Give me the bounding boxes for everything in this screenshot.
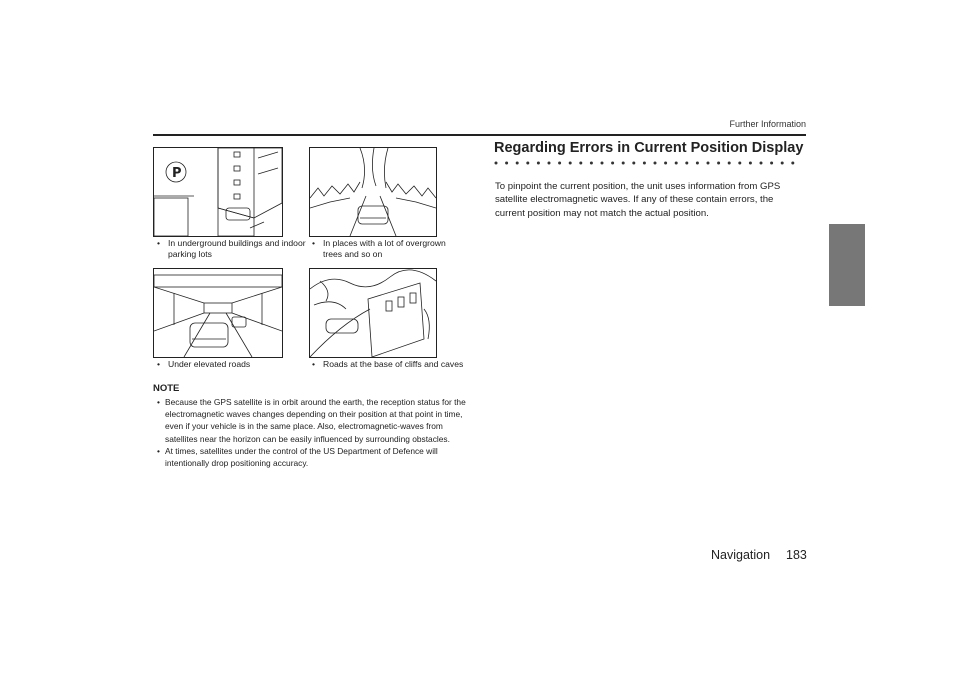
illustration-caption: [157, 359, 302, 370]
svg-text:P: P: [172, 166, 182, 181]
divider-dot: [685, 162, 688, 165]
caption-text: Under elevated roads: [168, 359, 251, 369]
illustration-caption: [312, 359, 472, 370]
illustration-caption: [312, 238, 452, 260]
header-rule: [153, 134, 806, 136]
divider-dot: [622, 162, 625, 165]
divider-dot: [590, 162, 593, 165]
note-item: [157, 445, 467, 469]
divider-dot: [770, 162, 773, 165]
divider-dot: [664, 162, 667, 165]
bullet-icon: •: [157, 238, 161, 248]
divider-dot: [791, 162, 794, 165]
divider-dot: [654, 162, 657, 165]
divider-dot: [717, 162, 720, 165]
note-list: [157, 396, 467, 469]
divider-dot: [548, 162, 551, 165]
divider-dot: [495, 162, 498, 165]
divider-dot: [537, 162, 540, 165]
section-body: To pinpoint the current position, the unit uses information from GPS satellite electromagnetic waves. If any of these contain errors, the current position may not match the actual position.: [495, 181, 781, 219]
divider-dot: [760, 162, 763, 165]
divider-dot: [505, 162, 508, 165]
illustration-elevated-road: [153, 268, 283, 358]
bullet-icon: •: [312, 238, 316, 248]
note-item: [157, 396, 467, 445]
bullet-icon: •: [157, 445, 160, 456]
section-title: Regarding Errors in Current Position Display: [494, 140, 804, 156]
divider-dot: [675, 162, 678, 165]
divider-dot: [579, 162, 582, 165]
dotted-divider: [494, 160, 804, 166]
divider-dot: [728, 162, 731, 165]
footer-section-name: Navigation: [711, 548, 771, 562]
divider-dot: [749, 162, 752, 165]
divider-dot: [696, 162, 699, 165]
divider-dot: [601, 162, 604, 165]
divider-dot: [738, 162, 741, 165]
divider-dot: [632, 162, 635, 165]
divider-dot: [781, 162, 784, 165]
divider-dot: [569, 162, 572, 165]
illustration-underground-parking: [153, 147, 283, 237]
illustration-caption: [157, 238, 309, 260]
caption-text: In places with a lot of overgrown trees and so on: [323, 238, 446, 259]
divider-dot: [611, 162, 614, 165]
bullet-icon: •: [157, 359, 161, 369]
note-item-text: Because the GPS satellite is in orbit around the earth, the reception status for the electromagnetic waves changes depending on their position at that point in time, even if your vehicle is in the same place. Also, electromagnetic-waves from satellites near the horizon can be easily influenced by surrounding obstacles.: [165, 397, 466, 444]
note-title: NOTE: [153, 383, 180, 394]
header-section-label: Further Information: [729, 119, 806, 129]
caption-text: In underground buildings and indoor parking lots: [168, 238, 306, 259]
divider-dot: [643, 162, 646, 165]
chapter-side-tab: [829, 224, 865, 306]
note-item-text: At times, satellites under the control of the US Department of Defence will intentionally drop positioning accuracy.: [165, 445, 438, 469]
bullet-icon: •: [312, 359, 316, 369]
illustration-overgrown-trees: [309, 147, 437, 237]
illustration-cliffs-caves: [309, 268, 437, 358]
divider-dot: [516, 162, 519, 165]
divider-dot: [526, 162, 529, 165]
caption-text: Roads at the base of cliffs and caves: [323, 359, 464, 369]
divider-dot: [707, 162, 710, 165]
page-number: 183: [786, 548, 807, 562]
bullet-icon: •: [157, 397, 160, 407]
divider-dot: [558, 162, 561, 165]
